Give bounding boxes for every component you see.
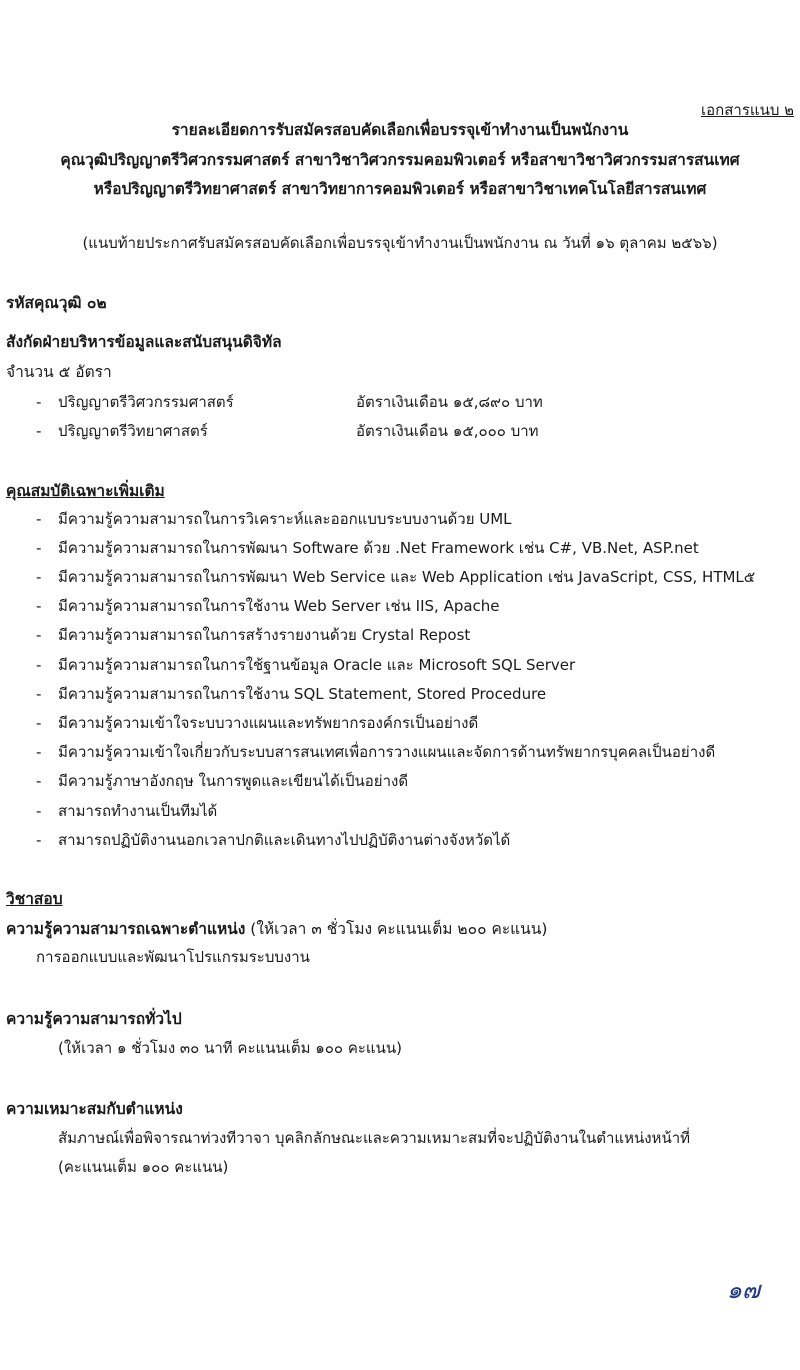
qualification-item: - มีความรู้ความสามารถในการสร้างรายงานด้วย Crystal Repost — [36, 626, 471, 644]
exam-suitability-score: (คะแนนเต็ม ๑๐๐ คะแนน) — [58, 1158, 229, 1176]
qualification-item: - สามารถทำงานเป็นทีมได้ — [36, 802, 218, 820]
qualification-item: - มีความรู้ความเข้าใจเกี่ยวกับระบบสารสนเทศเพื่อการวางแผนและจัดการด้านทรัพยากรบุคคลเป็นอย่างดี — [36, 743, 716, 761]
exam-suitability-title: ความเหมาะสมกับตำแหน่ง — [6, 1100, 183, 1118]
qualification-item: - มีความรู้ความเข้าใจระบบวางแผนและทรัพยากรองค์กรเป็นอย่างดี — [36, 714, 479, 732]
qualification-item: - มีความรู้ความสามารถในการพัฒนา Software ด้วย .Net Framework เช่น C#, VB.Net, ASP.net — [36, 539, 699, 557]
page-mark: ๑๗ — [726, 1276, 760, 1304]
document-title-line-2: คุณวุฒิปริญญาตรีวิศวกรรมศาสตร์ สาขาวิชาวิศวกรรมคอมพิวเตอร์ หรือสาขาวิชาวิศวกรรมสารสนเทศ — [60, 151, 740, 169]
department-name: สังกัดฝ่ายบริหารข้อมูลและสนับสนุนดิจิทัล — [6, 333, 282, 351]
qualification-item: - มีความรู้ความสามารถในการใช้งาน SQL Statement, Stored Procedure — [36, 685, 547, 703]
qualification-item: - มีความรู้ความสามารถในการพัฒนา Web Service และ Web Application เช่น JavaScript, CSS, HTML๕ — [36, 568, 756, 586]
exam-heading: วิชาสอบ — [6, 890, 63, 908]
positions-count: จำนวน ๕ อัตรา — [6, 363, 112, 381]
document-title-line-1: รายละเอียดการรับสมัครสอบคัดเลือกเพื่อบรรจุเข้าทำงานเป็นพนักงาน — [171, 121, 629, 139]
qualification-item: - มีความรู้ความสามารถในการวิเคราะห์และออกแบบระบบงานด้วย UML — [36, 510, 512, 528]
salary-amount-2: อัตราเงินเดือน ๑๕,๐๐๐ บาท — [356, 422, 539, 440]
exam-general-detail: (ให้เวลา ๑ ชั่วโมง ๓๐ นาที คะแนนเต็ม ๑๐๐ คะแนน) — [58, 1039, 402, 1057]
salary-degree-1: - ปริญญาตรีวิศวกรรมศาสตร์ — [36, 393, 234, 411]
qualification-item: - มีความรู้ความสามารถในการใช้ฐานข้อมูล Oracle และ Microsoft SQL Server — [36, 656, 576, 674]
qualification-item: - สามารถปฏิบัติงานนอกเวลาปกติและเดินทางไปปฏิบัติงานต่างจังหวัดได้ — [36, 831, 511, 849]
exam-general-title: ความรู้ความสามารถทั่วไป — [6, 1010, 182, 1028]
exam-specific-subject: การออกแบบและพัฒนาโปรแกรมระบบงาน — [36, 948, 310, 966]
qualification-code: รหัสคุณวุฒิ ๐๒ — [6, 294, 107, 312]
attachment-reference: เอกสารแนบ ๒ — [701, 101, 794, 119]
document-subtitle: (แนบท้ายประกาศรับสมัครสอบคัดเลือกเพื่อบรรจุเข้าทำงานเป็นพนักงาน ณ วันที่ ๑๖ ตุลาคม ๒๕๖๖) — [82, 234, 718, 252]
additional-qualifications-heading: คุณสมบัติเฉพาะเพิ่มเติม — [6, 482, 165, 500]
salary-amount-1: อัตราเงินเดือน ๑๕,๘๙๐ บาท — [356, 393, 543, 411]
salary-degree-2: - ปริญญาตรีวิทยาศาสตร์ — [36, 422, 208, 440]
document-title-line-3: หรือปริญญาตรีวิทยาศาสตร์ สาขาวิทยาการคอมพิวเตอร์ หรือสาขาวิชาเทคโนโลยีสารสนเทศ — [93, 180, 707, 198]
exam-specific-line: ความรู้ความสามารถเฉพาะตำแหน่ง (ให้เวลา ๓ ชั่วโมง คะแนนเต็ม ๒๐๐ คะแนน) — [6, 920, 548, 938]
exam-suitability-detail: สัมภาษณ์เพื่อพิจารณาท่วงทีวาจา บุคลิกลักษณะและความเหมาะสมที่จะปฏิบัติงานในตำแหน่งหน้าที่ — [58, 1129, 691, 1147]
qualification-item: - มีความรู้ภาษาอังกฤษ ในการพูดและเขียนได้เป็นอย่างดี — [36, 772, 409, 790]
qualification-item: - มีความรู้ความสามารถในการใช้งาน Web Server เช่น IIS, Apache — [36, 597, 500, 615]
